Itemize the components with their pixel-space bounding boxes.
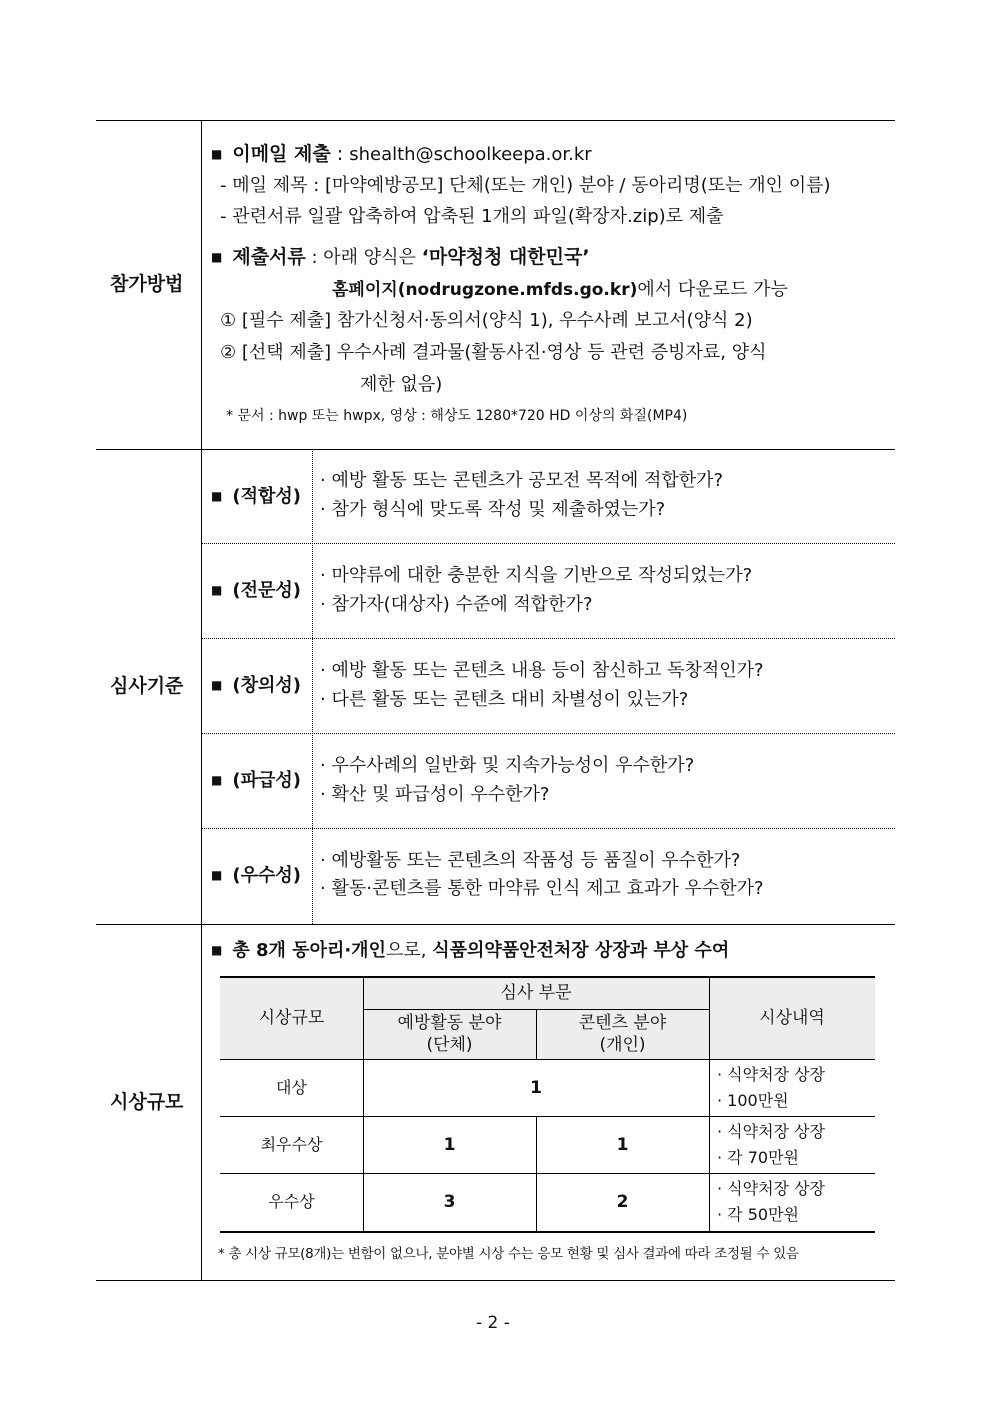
criteria-question: · 예방 활동 또는 콘텐츠 내용 등이 참신하고 독창적인가?	[320, 660, 764, 681]
awards-prize-desc: 식품의약품안전처장 상장과 부상 수여	[432, 940, 730, 961]
table-cell-prev-count: 1	[443, 1134, 456, 1155]
criteria-name-divider	[312, 449, 313, 924]
bullet-square-icon: ■	[211, 583, 223, 597]
table-cell-prev-count: 3	[443, 1192, 456, 1212]
section-divider-1	[96, 449, 895, 450]
docs-required-item: ① [필수 제출] 참가신청서·동의서(양식 1), 우수사례 보고서(양식 2)	[220, 310, 753, 331]
table-row-name: 대상	[276, 1077, 307, 1097]
criteria-question: · 활동·콘텐츠를 통한 마약류 인식 제고 효과가 우수한가?	[320, 878, 764, 899]
docs-heading-line	[211, 244, 590, 272]
bullet-square-icon: ■	[211, 147, 223, 161]
header-content-field: 콘텐츠 분야 (개인)	[578, 1013, 667, 1055]
criteria-name-excellence: ■ (우수성)	[211, 865, 301, 886]
table-cell-detail: · 식약처장 상장 · 각 50만원	[717, 1179, 825, 1224]
bullet-square-icon: ■	[211, 868, 223, 882]
criteria-row-divider	[201, 543, 895, 544]
criteria-name-suitability: ■ (적합성)	[211, 486, 301, 507]
email-heading: 이메일 제출	[232, 143, 331, 165]
email-subject-line: - 메일 제목 : [마약예방공모] 단체(또는 개인) 분야 / 동아리명(또는 개인 이름)	[220, 175, 831, 196]
criteria-question: · 확산 및 파급성이 우수한가?	[320, 784, 550, 805]
docs-site-line	[332, 276, 788, 303]
table-bottom-border	[96, 1280, 895, 1281]
email-address: shealth@schoolkeepa.or.kr	[349, 144, 592, 165]
header-prevention-field: 예방활동 분야 (단체)	[397, 1013, 502, 1055]
table-cell-detail: · 식약처장 상장 · 100만원	[717, 1064, 825, 1110]
email-heading-line	[211, 141, 592, 169]
table-row-name: 우수상	[268, 1192, 315, 1211]
bullet-square-icon: ■	[211, 943, 223, 957]
docs-site-url: 홈페이지(nodrugzone.mfds.go.kr)	[332, 280, 638, 300]
criteria-question: · 다른 활동 또는 콘텐츠 대비 차별성이 있는가?	[320, 689, 689, 710]
bullet-square-icon: ■	[211, 250, 223, 264]
section-label-participation: 참가방법	[110, 273, 184, 295]
awards-count: 총 8개 동아리·개인	[232, 940, 386, 961]
table-top-border	[96, 120, 895, 121]
docs-heading: 제출서류	[232, 246, 306, 268]
award-table	[220, 976, 875, 1232]
table-cell-content-count: 2	[616, 1192, 629, 1212]
header-award-scale: 시상규모	[258, 1007, 325, 1028]
docs-optional-item: ② [선택 제출] 우수사례 결과물(활동사진·영상 등 관련 증빙자료, 양식	[220, 342, 767, 363]
docs-format-note: * 문서 : hwp 또는 hwpx, 영상 : 해상도 1280*720 HD 이상의 화질(MP4)	[226, 408, 688, 424]
criteria-name-expertise: ■ (전문성)	[211, 580, 301, 601]
table-cell-merged-count: 1	[530, 1077, 542, 1098]
criteria-name-creativity: ■ (창의성)	[211, 675, 301, 696]
table-cell-content-count: 1	[616, 1134, 629, 1155]
header-category: 심사 부문	[500, 982, 572, 1003]
criteria-name-ripple: ■ (파급성)	[211, 770, 301, 791]
email-compress-line: - 관련서류 일괄 압축하여 압축된 1개의 파일(확장자.zip)로 제출	[220, 206, 724, 227]
awards-headline-mid: 으로,	[385, 940, 433, 961]
criteria-row-divider	[201, 828, 895, 829]
awards-headline	[211, 938, 729, 965]
criteria-row-divider	[201, 733, 895, 734]
criteria-question: · 참가자(대상자) 수준에 적합한가?	[320, 594, 593, 615]
award-table-bottom-line	[220, 1231, 875, 1233]
criteria-question: · 우수사례의 일반화 및 지속가능성이 우수한가?	[320, 755, 695, 776]
header-award-detail: 시상내역	[759, 1007, 825, 1028]
criteria-question: · 마약류에 대한 충분한 지식을 기반으로 작성되었는가?	[320, 565, 753, 586]
email-separator: :	[330, 143, 350, 165]
table-cell-detail: · 식약처장 상장 · 각 70만원	[717, 1121, 825, 1167]
docs-download-text: 에서 다운로드 가능	[637, 279, 788, 300]
section-label-criteria: 심사기준	[110, 675, 184, 697]
awards-note: * 총 시상 규모(8개)는 변함이 없으나, 분야별 시상 수는 응모 현황 및 심사 결과에 따라 조정될 수 있음	[218, 1246, 799, 1262]
docs-optional-item-cont: 제한 없음)	[360, 374, 443, 395]
label-column-divider	[201, 120, 202, 1280]
criteria-question: · 참가 형식에 맞도록 작성 및 제출하였는가?	[320, 499, 666, 520]
section-label-awards: 시상규모	[110, 1091, 184, 1113]
criteria-row-divider	[201, 638, 895, 639]
section-divider-2	[96, 924, 895, 925]
bullet-square-icon: ■	[211, 489, 223, 503]
docs-site-name: ‘마약청청 대한민국’	[421, 246, 590, 268]
criteria-question: · 예방활동 또는 콘텐츠의 작품성 등 품질이 우수한가?	[320, 850, 741, 871]
bullet-square-icon: ■	[211, 678, 223, 692]
docs-text: : 아래 양식은	[305, 247, 422, 268]
bullet-square-icon: ■	[211, 773, 223, 787]
criteria-question: · 예방 활동 또는 콘텐츠가 공모전 목적에 적합한가?	[320, 470, 724, 491]
page-number: - 2 -	[476, 1313, 510, 1333]
table-row-name: 최우수상	[260, 1134, 323, 1154]
